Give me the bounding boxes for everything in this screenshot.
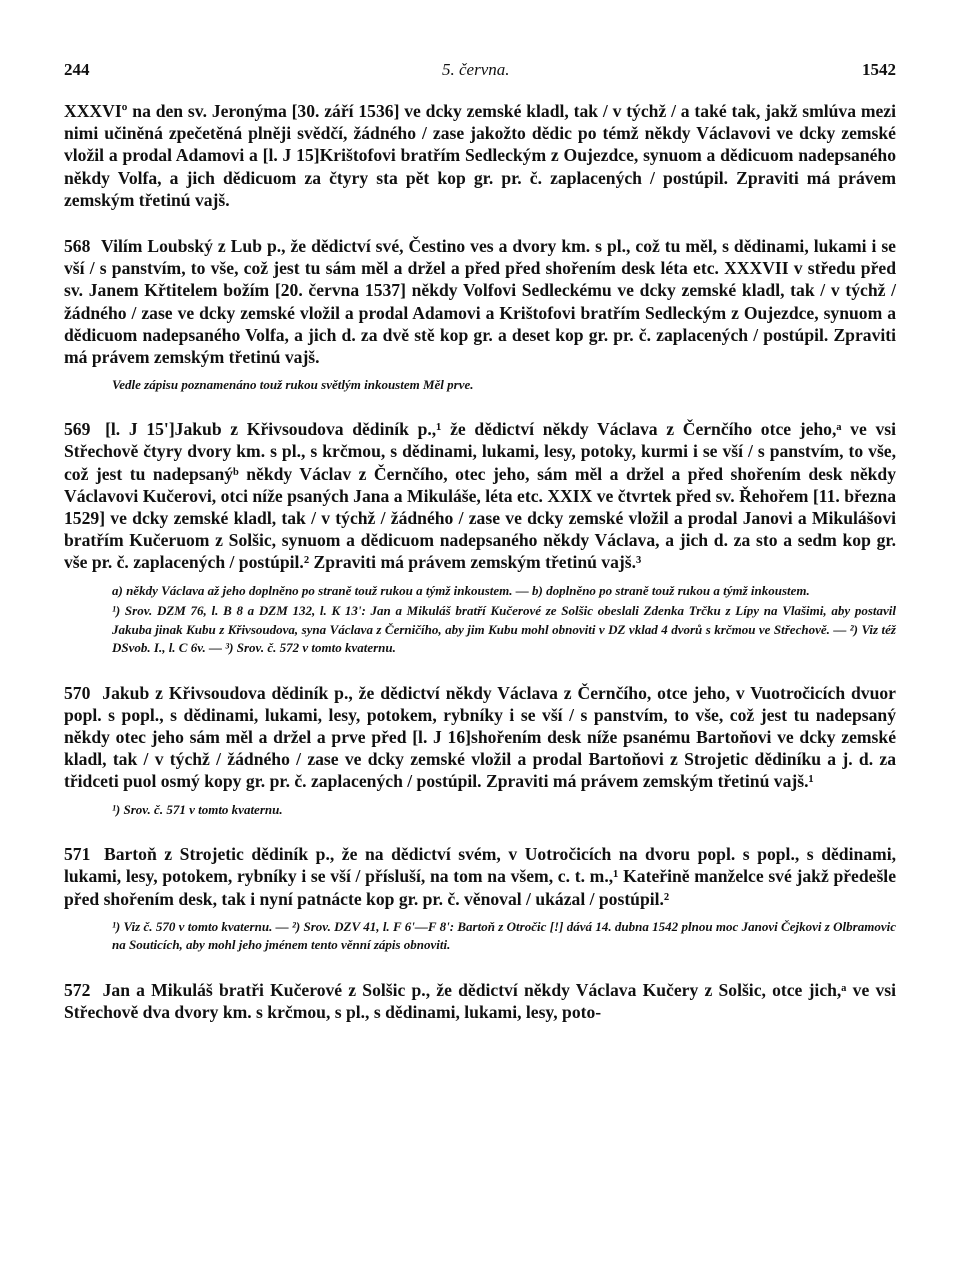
intro-text: XXXVIº na den sv. Jeronýma [30. září 1536] ve dcky zemské kladl, tak / v týchž / a také tak, jakž smlúva mezi nimi učiněná zpečetěná plněji svědčí, žádného / zase jakožto dědic po témž někdy Václavovi ve dcky zemské vložil a prodal Adamovi a [l. J 15]Krištofovi bratřím Sedleckým z Oujezdce, synuom a dědicuom nadepsaného někdy Volfa, a jich dědicuom za čtyry sta pět kop gr. pr. č. zaplacených / postúpil. Zpraviti má právem zemským třetinú vajš. xyxy=(64,101,896,210)
entry-text-block xyxy=(64,682,896,793)
footnote: ¹) Srov. č. 571 v tomto kvaternu. xyxy=(112,801,283,817)
entry-text-block xyxy=(64,235,896,368)
entry-text: Vilím Loubský z Lub p., že dědictví své, Čestino ves a dvory km. s pl., což tu měl, s dědinami, lukami i se vší / s panstvím, to vše, což jest tu sám měl a držel a před před shořením desk léta etc. XXXVII v středu před sv. Janem Křtitelem božím [20. června 1537] někdy Volfovi Sedleckému ve dcky zemské kladl, tak / v týchž / žádného / zase ve dcky zemské vložil a prodal Adamovi a Krištofovi bratřím Sedleckým z Oujezdce, synuom a dědicuom nadepsaného Volfa, a jich d. za dvě stě kop gr. a deset kop gr. pr. č. zaplacených / postúpil. Zpraviti má právem zemským třetinú vajš. xyxy=(64,236,896,368)
entry-text-block xyxy=(64,843,896,910)
entry-text-block xyxy=(64,979,896,1023)
footnote: ¹) Viz č. 570 v tomto kvaternu. — ²) Srov. DZV 41, l. F 6'—F 8': Bartoň z Otročic [!] dává 14. dubna 1542 plnou moc Janovi Čejkovi z Olbramovic na Souticích, aby mohl jeho jménem tento věnní zápis obnoviti. xyxy=(112,918,896,953)
entry-text: Jakub z Křivsoudova dědiník p., že dědictví někdy Václava z Černčího, otce jeho, v Vuotročicích dvuor popl. s popl., s dědinami, lukami, lesy, potokem, rybníky i se vší / s panstvím, to vše, což jest tu nadepsaný někdy otec jeho sám měl a držel a prve před [l. J 16]shořením desk níže psanému Bartoňovi ve dcky zemské kladl, tak / v týchž / žádného / zase ve dcky zemské vložil a prodal Bartoňovi z Strojetic dědiníku a j. d. za třidceti puol osmý kopy gr. pr. č. zaplacených / postúpil. Zpraviti má právem zemským třetinú vajš.¹ xyxy=(64,682,896,792)
entry-570 xyxy=(64,682,896,820)
page-year: 1542 xyxy=(861,60,896,79)
footnotes xyxy=(64,582,896,658)
footnote: ¹) Srov. DZM 76, l. B 8 a DZM 132, l. K 13': Jan a Mikuláš bratří Kučerové ze Solšic obeslali Zdenka Trčku z Lípy na Vlašimi, aby postavil Jakuba jinak Kubu z Křivsoudova, syna Václava z Černičího, aby jim Kubu mohl obnoviti v DZ vklad 4 dvorů s krčmou ve Střechově. — ²) Viz též DSvob. I., l. C 6v. — ³) Srov. č. 572 v tomto kvaternu. xyxy=(112,603,896,656)
document-page xyxy=(64,60,896,1047)
entry-text: [l. J 15']Jakub z Křivsoudova dědiník p.,¹ že dědictví někdy Václava z Černčího otce jeho,ᵃ ve vsi Střechově čtyry dvory km. s pl., s krčmou, s dědinami, lukami, lesy, potoky, kurmi i se vší / s panstvím, to vše, což jest tu nadepsanýᵇ někdy Václav z Černčího, otec jeho, sám měl a držel a před shořením desk někdy Václavovi Kučerovi, otci níže psaných Jana a Mikuláše, léta etc. XXIX ve čtvrtek před sv. Řehořem [11. března 1529] ve dcky zemské kladl, tak / v týchž / žádného / zase ve dcky zemské vložil a prodal Janovi a Mikulášovi bratřím Kučeruom z Solšic, synuom a dědicuom nadepsaného někdy Václava, a jich d. za sto a sedm kop gr. vše pr. č. zaplacených / postúpil.² Zpraviti má právem zemským třetinú vajš.³ xyxy=(64,419,896,573)
entry-571 xyxy=(64,843,896,955)
intro-paragraph xyxy=(64,100,896,211)
entry-number: 571 xyxy=(64,844,91,865)
entry-569 xyxy=(64,418,896,657)
entry-number: 570 xyxy=(64,682,91,703)
footnote: a) někdy Václava až jeho doplněno po straně touž rukou a týmž inkoustem. — b) doplněno po straně touž rukou a týmž inkoustem. xyxy=(112,582,810,598)
entry-text: Bartoň z Strojetic dědiník p., že na dědictví svém, v Uotročicích na dvoru popl. s popl., s dědinami, lukami, lesy, potokem, rybníky i se vší / přísluší, na tom na všem, c. t. m.,¹ Kateřině manželce své jakž předešle před shořením desk, tak i nyní patnácte kop gr. pr. č. věnoval / ukázal / postúpil.² xyxy=(64,844,896,909)
footnotes xyxy=(64,918,896,955)
entry-number: 572 xyxy=(64,979,91,1000)
page-number: 244 xyxy=(64,60,90,79)
entry-note: Vedle zápisu poznamenáno touž rukou světlým inkoustem Měl prve. xyxy=(112,377,474,393)
page-header xyxy=(64,60,896,88)
entry-572 xyxy=(64,979,896,1023)
entry-number: 568 xyxy=(64,236,91,257)
entry-568 xyxy=(64,235,896,394)
running-date: 5. června. xyxy=(441,60,510,79)
footnotes xyxy=(64,801,896,820)
entry-text-block xyxy=(64,418,896,573)
entry-text: Jan a Mikuláš bratři Kučerové z Solšic p., že dědictví někdy Václava Kučery z Solšic, otce jich,ᵃ ve vsi Střechově dva dvory km. s krčmou, s pl., s dědinami, lukami, lesy, poto- xyxy=(64,979,896,1022)
entry-number: 569 xyxy=(64,419,91,440)
